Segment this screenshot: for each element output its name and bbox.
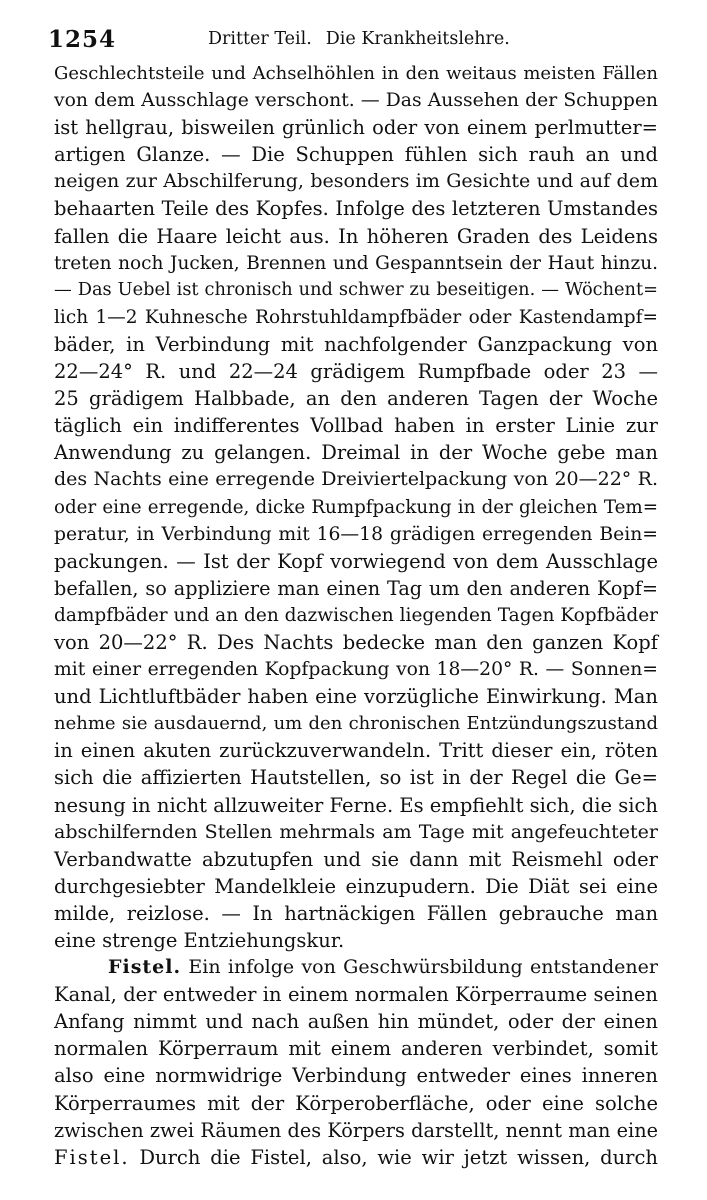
text-line: des Nachts eine erregende Dreiviertelpackung von 20—22° R. xyxy=(54,468,658,491)
text-line: neigen zur Abschilferung, besonders im Gesichte und auf dem xyxy=(54,170,658,193)
text-line: Geschlechtsteile und Achselhöhlen in den weitaus meisten Fällen xyxy=(54,63,658,84)
text-line: oder eine erregende, dicke Rumpfpackung in der gleichen Tem= xyxy=(54,496,658,518)
text-line-rest: Durch die Fistel, also, wie wir jetzt wissen, durch xyxy=(139,1145,658,1169)
entry-headword: Fistel. xyxy=(108,956,182,979)
text-line: dampfbäder und an den dazwischen liegenden Tagen Kopfbäder xyxy=(54,604,658,626)
body-text xyxy=(54,60,658,1171)
text-line: milde, reizlose. — In hartnäckigen Fällen gebrauche man xyxy=(54,901,658,925)
text-line: ist hellgrau, bisweilen grünlich oder von einem perlmutter= xyxy=(54,116,658,140)
text-line: packungen. — Ist der Kopf vorwiegend von dem Ausschlage xyxy=(54,549,658,573)
text-line: Anwendung zu gelangen. Dreimal in der Woche gebe man xyxy=(54,441,658,465)
text-line: Körperraumes mit der Körperoberfläche, oder eine solche xyxy=(54,1091,658,1115)
text-line: normalen Körperraum mit einem anderen verbindet, somit xyxy=(54,1037,658,1061)
text-line: in einen akuten zurückzuverwandeln. Tritt dieser ein, röten xyxy=(54,739,658,763)
text-line: nehme sie ausdauernd, um den chronischen Entzündungszustand xyxy=(54,713,658,735)
text-line: Kanal, der entweder in einem normalen Körperraume seinen xyxy=(54,983,658,1007)
spaced-term: Fistel. xyxy=(54,1145,130,1169)
text-line: zwischen zwei Räumen des Körpers darstellt, nennt man eine xyxy=(54,1118,658,1142)
entry-first-line xyxy=(54,954,658,981)
text-line: treten noch Jucken, Brennen und Gespanntsein der Haut hinzu. xyxy=(54,252,658,274)
text-line: lich 1—2 Kuhnesche Rohrstuhldampfbäder oder Kastendampf= xyxy=(54,306,658,328)
text-line: täglich ein indifferentes Vollbad haben in erster Linie zur xyxy=(54,414,658,438)
text-line: und Lichtluftbäder haben eine vorzügliche Einwirkung. Man xyxy=(54,685,658,709)
text-line: fallen die Haare leicht aus. In höheren Graden des Leidens xyxy=(54,224,658,248)
text-line: Anfang nimmt und nach außen hin mündet, oder der einen xyxy=(54,1010,658,1034)
text-line: — Das Uebel ist chronisch und schwer zu beseitigen. — Wöchent= xyxy=(54,279,658,300)
paragraph-psoriasis-continued xyxy=(54,60,658,954)
running-head-part: Dritter Teil. xyxy=(208,29,312,49)
text-line xyxy=(54,1144,658,1171)
text-line: nesung in nicht allzuweiter Ferne. Es empfiehlt sich, die sich xyxy=(54,793,658,817)
entry-first-line-text: Ein infolge von Geschwürsbildung entstandener xyxy=(188,956,658,979)
text-line: von dem Ausschlage verschont. — Das Aussehen der Schuppen xyxy=(54,90,658,112)
text-line: sich die affizierten Hautstellen, so ist in der Regel die Ge= xyxy=(54,766,658,790)
text-line: also eine normwidrige Verbindung entweder eines inneren xyxy=(54,1064,658,1088)
text-line: behaarten Teile des Kopfes. Infolge des letzteren Umstandes xyxy=(54,197,658,221)
text-line: Verbandwatte abzutupfen und sie dann mit Reismehl oder xyxy=(54,847,658,871)
running-head-section: Die Krankheitslehre. xyxy=(325,29,510,49)
text-line: mit einer erregenden Kopfpackung von 18—20° R. — Sonnen= xyxy=(54,659,658,681)
page-header xyxy=(48,26,658,58)
text-line: befallen, so appliziere man einen Tag um den anderen Kopf= xyxy=(54,576,658,600)
page-number: 1254 xyxy=(48,26,117,53)
running-head xyxy=(208,29,510,49)
text-line: artigen Glanze. — Die Schuppen fühlen sich rauh an und xyxy=(54,143,658,167)
text-line: eine strenge Entziehungskur. xyxy=(54,929,345,952)
text-line: durchgesiebter Mandelkleie einzupudern. Die Diät sei eine xyxy=(54,874,658,898)
text-line: 22—24° R. und 22—24 grädigem Rumpfbade oder 23 — xyxy=(54,360,658,384)
text-line: von 20—22° R. Des Nachts bedecke man den ganzen Kopf xyxy=(54,630,658,654)
text-line: bäder, in Verbindung mit nachfolgender Ganzpackung von xyxy=(54,332,658,356)
text-line: 25 grädigem Halbbade, an den anderen Tagen der Woche xyxy=(54,387,658,411)
text-line: peratur, in Verbindung mit 16—18 grädigen erregenden Bein= xyxy=(54,523,658,545)
paragraph-fistel xyxy=(54,954,658,1171)
text-line: abschilfernden Stellen mehrmals am Tage mit angefeuchteter xyxy=(54,820,658,843)
